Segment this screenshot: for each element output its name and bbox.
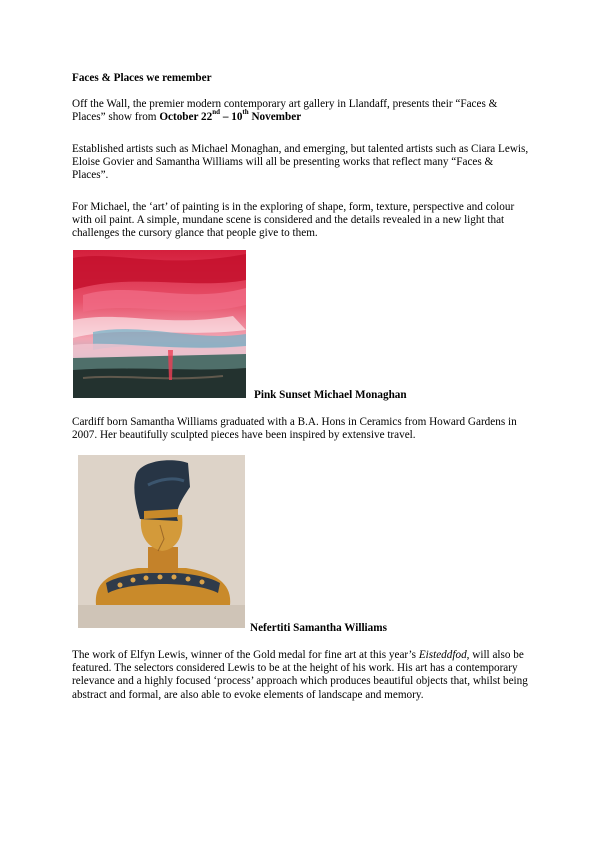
intro-text: Off the Wall, the premier modern contemporary art gallery in Llandaff, presents their “Faces & Places” show from <box>72 98 498 124</box>
elfyn-paragraph <box>72 649 532 702</box>
samantha-paragraph: Cardiff born Samantha Williams graduated with a B.A. Hons in Ceramics from Howard Gardens in 2007. Her beautifully sculpted pieces have been inspired by extensive travel. <box>72 416 517 442</box>
start-date-suffix: nd <box>212 108 221 117</box>
end-date-month: November <box>248 111 302 124</box>
nefertiti-sculpture <box>78 455 245 628</box>
article-title: Faces & Places we remember <box>72 72 212 84</box>
elfyn-text-end: , will also be featured. The selectors considered Lewis to be at the height of his work. His art has a contemporary relevance and a highly focused ‘process’ approach which produces beautiful objects that, whilst being abstract and formal, are also able to evoke elements of landscape and memory. <box>72 649 528 701</box>
show-dates <box>159 108 302 124</box>
caption-pink-sunset: Pink Sunset Michael Monaghan <box>254 389 407 401</box>
michael-paragraph: For Michael, the ‘art’ of painting is in the exploring of shape, form, texture, perspective and colour with oil paint. A simple, mundane scene is considered and the details revealed in a new light that challenges the cursory glance that people give to them. <box>72 201 515 240</box>
eisteddfod-term: Eisteddfod <box>418 649 467 661</box>
pink-sunset-painting <box>73 250 246 398</box>
start-date: October 22 <box>159 111 213 124</box>
intro-paragraph <box>72 98 532 124</box>
end-date-suffix: th <box>242 108 249 117</box>
artists-paragraph: Established artists such as Michael Monaghan, and emerging, but talented artists such as Ciara Lewis, Eloise Govier and Samantha Williams will all be presenting works that reflect many “Faces & Places”. <box>72 143 529 182</box>
date-separator: – <box>220 111 232 124</box>
caption-nefertiti: Nefertiti Samantha Williams <box>250 622 387 634</box>
end-date-day: 10 <box>231 111 243 124</box>
elfyn-text-start: The work of Elfyn Lewis, winner of the Gold medal for fine art at this year’s <box>72 649 419 661</box>
